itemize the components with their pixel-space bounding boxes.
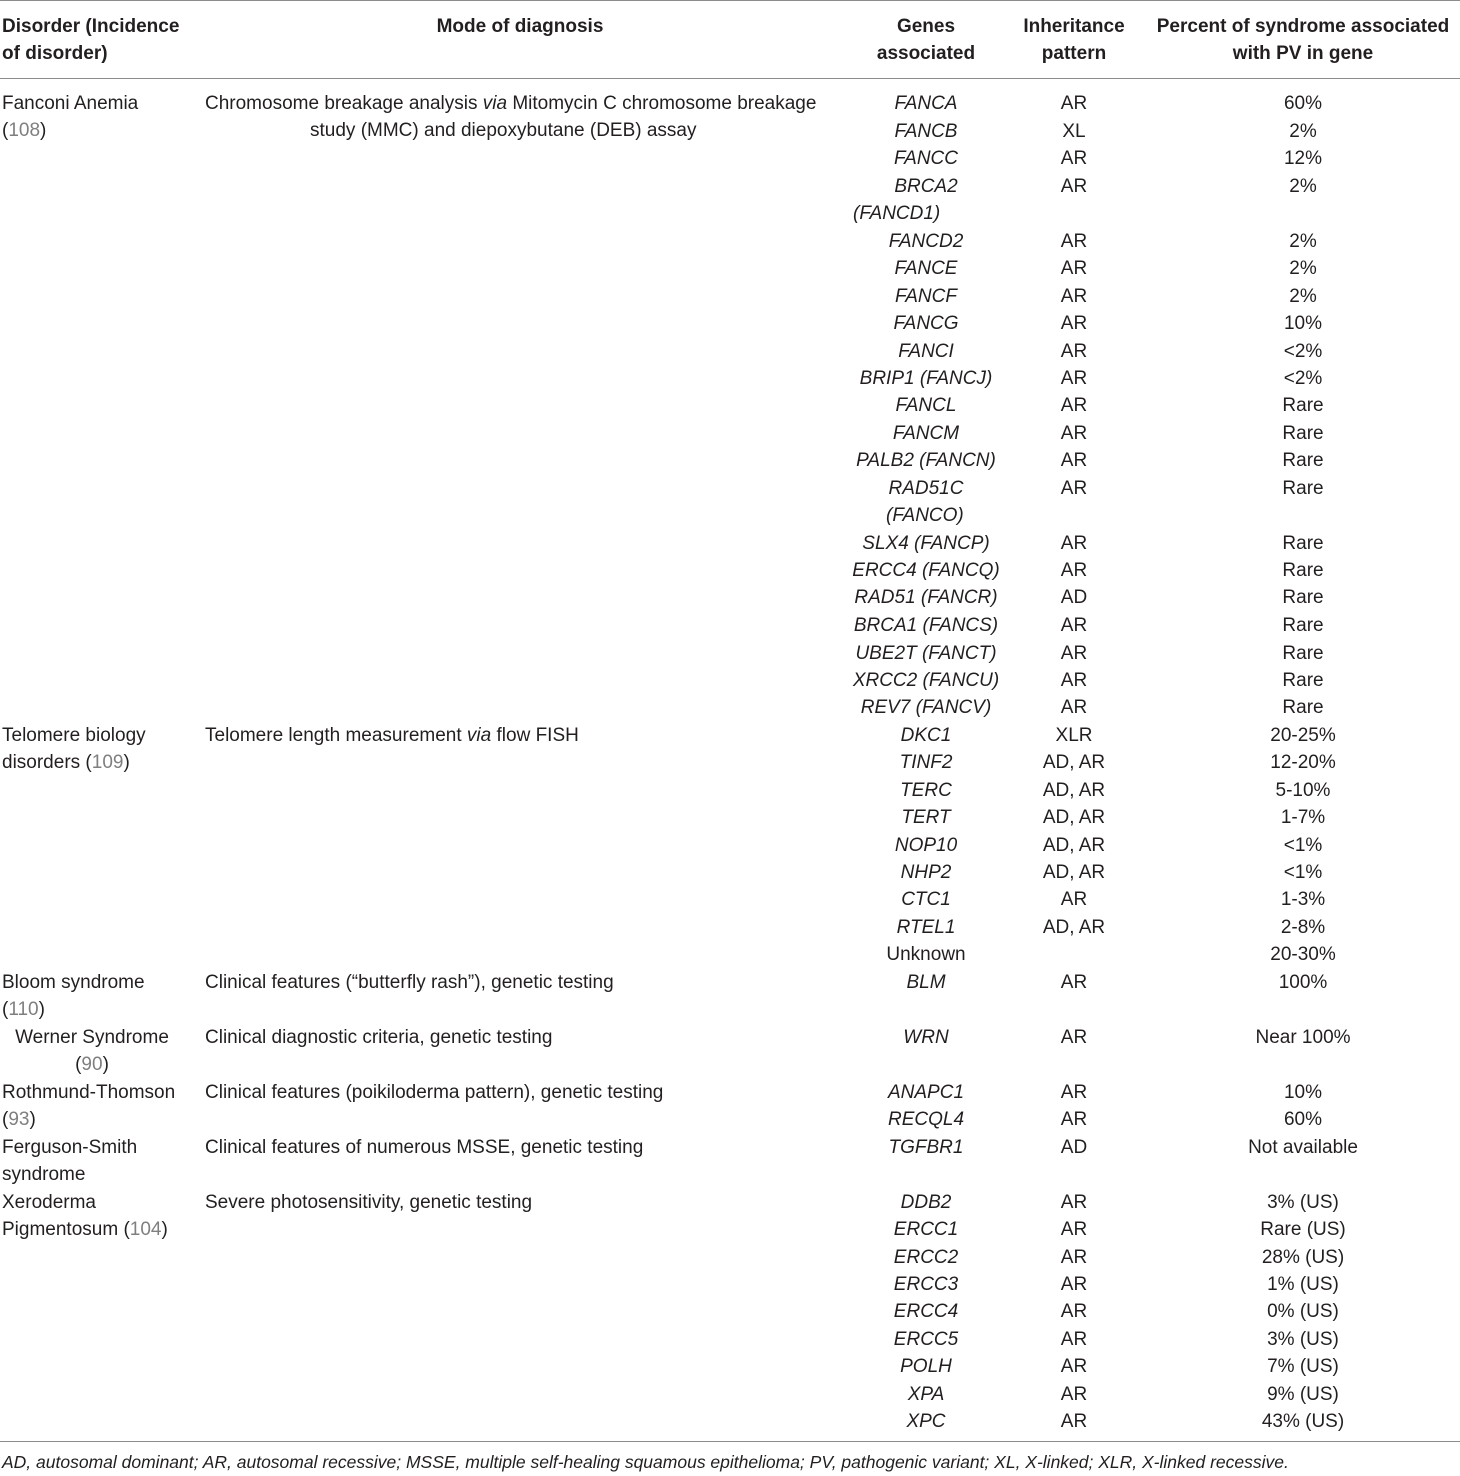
gene-cell: TERT bbox=[901, 807, 951, 828]
gene-cell: FANCB bbox=[894, 121, 958, 142]
header-genes: Genes associated bbox=[876, 16, 976, 64]
inheritance-cell: AR bbox=[1060, 972, 1088, 993]
ref-link[interactable]: 108 bbox=[8, 120, 41, 141]
percent-cell: Rare bbox=[1282, 423, 1324, 444]
disorder-werner: Werner Syndrome (90) bbox=[15, 1027, 169, 1075]
top-rule bbox=[0, 0, 1460, 1]
inheritance-cell: AR bbox=[1060, 1329, 1088, 1350]
percent-cell: Rare bbox=[1282, 615, 1324, 636]
inheritance-cell: AR bbox=[1060, 341, 1088, 362]
percent-cell: Rare (US) bbox=[1260, 1219, 1346, 1240]
inheritance-cell: AD bbox=[1060, 1137, 1088, 1158]
footnote: AD, autosomal dominant; AR, autosomal recessive; MSSE, multiple self-healing squamous epithelioma; PV, pathogenic variant; XL, X-linked; XLR, X-linked recessive. bbox=[2, 1452, 1289, 1472]
percent-cell: 2-8% bbox=[1280, 917, 1326, 938]
mode-werner: Clinical diagnostic criteria, genetic testing bbox=[205, 1027, 553, 1048]
gene-cell: BRCA2 (FANCD1) bbox=[853, 176, 958, 224]
inheritance-cell: AR bbox=[1060, 670, 1088, 691]
gene-cell: TINF2 bbox=[899, 752, 953, 773]
gene-cell: NHP2 bbox=[900, 862, 952, 883]
inheritance-cell: AR bbox=[1060, 423, 1088, 444]
inheritance-cell: AD, AR bbox=[1042, 835, 1106, 856]
disorder-telomere: Telomere biology disorders (109) bbox=[2, 725, 146, 773]
bottom-rule bbox=[0, 1441, 1460, 1442]
percent-cell: Rare bbox=[1282, 395, 1324, 416]
gene-cell: ANAPC1 bbox=[887, 1082, 965, 1103]
gene-cell: RAD51 (FANCR) bbox=[854, 587, 998, 608]
gene-cell: XPC bbox=[906, 1411, 946, 1432]
inheritance-cell: AR bbox=[1060, 1411, 1088, 1432]
percent-cell: 20-25% bbox=[1270, 725, 1336, 746]
percent-cell: 3% (US) bbox=[1267, 1192, 1339, 1213]
mode-ferguson: Clinical features of numerous MSSE, genetic testing bbox=[205, 1137, 644, 1158]
gene-cell: FANCI bbox=[898, 341, 954, 362]
gene-cell: ERCC4 (FANCQ) bbox=[852, 560, 1000, 581]
disorder-xp: Xeroderma Pigmentosum (104) bbox=[2, 1192, 168, 1240]
gene-cell: WRN bbox=[903, 1027, 949, 1048]
gene-cell: SLX4 (FANCP) bbox=[862, 533, 990, 554]
gene-cell: XRCC2 (FANCU) bbox=[852, 670, 1000, 691]
inheritance-cell: AR bbox=[1060, 1384, 1088, 1405]
gene-cell: Unknown bbox=[886, 944, 966, 965]
inheritance-cell: AD, AR bbox=[1042, 780, 1106, 801]
inheritance-cell: AR bbox=[1060, 478, 1088, 499]
percent-cell: 12% bbox=[1283, 148, 1323, 169]
inheritance-cell: AR bbox=[1060, 313, 1088, 334]
header-percent: Percent of syndrome associated with PV in gene bbox=[1156, 16, 1450, 64]
inheritance-cell: AR bbox=[1060, 533, 1088, 554]
percent-cell: 2% bbox=[1289, 231, 1317, 252]
percent-cell: 60% bbox=[1283, 1109, 1323, 1130]
ref-link[interactable]: 109 bbox=[91, 752, 124, 773]
percent-cell: Rare bbox=[1282, 587, 1324, 608]
inheritance-cell: AR bbox=[1060, 1219, 1088, 1240]
percent-cell: 60% bbox=[1283, 93, 1323, 114]
percent-cell: Rare bbox=[1282, 670, 1324, 691]
inheritance-cell: AD, AR bbox=[1042, 752, 1106, 773]
disorder-fanconi: Fanconi Anemia (108) bbox=[2, 93, 139, 141]
inheritance-cell: AR bbox=[1060, 889, 1088, 910]
ref-link[interactable]: 93 bbox=[8, 1109, 30, 1130]
percent-cell: <2% bbox=[1283, 341, 1323, 362]
percent-cell: 12-20% bbox=[1270, 752, 1336, 773]
percent-cell: <1% bbox=[1283, 835, 1323, 856]
inheritance-cell: AR bbox=[1060, 176, 1088, 197]
percent-cell: 2% bbox=[1289, 121, 1317, 142]
gene-cell: DDB2 bbox=[900, 1192, 952, 1213]
gene-cell: UBE2T (FANCT) bbox=[855, 643, 997, 664]
gene-cell: TERC bbox=[900, 780, 952, 801]
percent-cell: 2% bbox=[1289, 258, 1317, 279]
percent-cell: 2% bbox=[1289, 176, 1317, 197]
disorder-ferguson: Ferguson-Smith syndrome bbox=[2, 1137, 138, 1185]
percent-cell: 1-7% bbox=[1280, 807, 1326, 828]
percent-cell: <2% bbox=[1283, 368, 1323, 389]
inheritance-cell: AR bbox=[1060, 231, 1088, 252]
inheritance-cell: AR bbox=[1060, 1027, 1088, 1048]
disorder-rothmund: Rothmund-Thomson (93) bbox=[2, 1082, 176, 1130]
inheritance-cell: AR bbox=[1060, 1356, 1088, 1377]
inheritance-cell: AR bbox=[1060, 1109, 1088, 1130]
gene-cell: FANCM bbox=[892, 423, 960, 444]
gene-cell: BLM bbox=[906, 972, 946, 993]
percent-cell: Not available bbox=[1248, 1137, 1358, 1158]
inheritance-cell: AR bbox=[1060, 560, 1088, 581]
inheritance-cell: AR bbox=[1060, 395, 1088, 416]
inheritance-cell: AR bbox=[1060, 450, 1088, 471]
inheritance-cell: AD, AR bbox=[1042, 807, 1106, 828]
inheritance-cell: XL bbox=[1062, 121, 1086, 142]
inheritance-cell: AR bbox=[1060, 697, 1088, 718]
gene-cell: REV7 (FANCV) bbox=[860, 697, 992, 718]
percent-cell: 0% (US) bbox=[1267, 1301, 1339, 1322]
mode-rothmund: Clinical features (poikiloderma pattern), genetic testing bbox=[205, 1082, 664, 1103]
gene-cell: PALB2 (FANCN) bbox=[856, 450, 996, 471]
gene-cell: ERCC4 bbox=[893, 1301, 959, 1322]
percent-cell: Rare bbox=[1282, 697, 1324, 718]
inheritance-cell: AD, AR bbox=[1042, 862, 1106, 883]
inheritance-cell: AR bbox=[1060, 615, 1088, 636]
gene-cell: RAD51C (FANCO) bbox=[886, 478, 964, 526]
inheritance-cell: AR bbox=[1060, 1301, 1088, 1322]
gene-cell: FANCD2 bbox=[888, 231, 964, 252]
percent-cell: Rare bbox=[1282, 478, 1324, 499]
percent-cell: Rare bbox=[1282, 450, 1324, 471]
gene-cell: BRCA1 (FANCS) bbox=[853, 615, 999, 636]
percent-cell: 100% bbox=[1278, 972, 1328, 993]
gene-cell: CTC1 bbox=[901, 889, 951, 910]
ref-link[interactable]: 90 bbox=[81, 1054, 103, 1075]
inheritance-cell: AR bbox=[1060, 93, 1088, 114]
gene-cell: FANCG bbox=[893, 313, 959, 334]
header-rule bbox=[0, 78, 1460, 79]
gene-cell: FANCF bbox=[895, 286, 957, 307]
gene-cell: ERCC2 bbox=[893, 1247, 959, 1268]
mode-bloom: Clinical features (“butterfly rash”), genetic testing bbox=[205, 972, 614, 993]
gene-cell: ERCC3 bbox=[893, 1274, 959, 1295]
header-mode: Mode of diagnosis bbox=[436, 16, 604, 37]
ref-link[interactable]: 104 bbox=[129, 1219, 162, 1240]
header-disorder: Disorder (Incidence of disorder) bbox=[2, 16, 180, 64]
percent-cell: <1% bbox=[1283, 862, 1323, 883]
inheritance-cell: AR bbox=[1060, 643, 1088, 664]
inheritance-cell: XLR bbox=[1055, 725, 1093, 746]
inheritance-cell: AR bbox=[1060, 368, 1088, 389]
percent-cell: 10% bbox=[1283, 1082, 1323, 1103]
percent-cell: 1% (US) bbox=[1267, 1274, 1339, 1295]
percent-cell: 20-30% bbox=[1270, 944, 1336, 965]
disorder-bloom: Bloom syndrome (110) bbox=[2, 972, 145, 1020]
percent-cell: 9% (US) bbox=[1267, 1384, 1339, 1405]
inheritance-cell: AR bbox=[1060, 1247, 1088, 1268]
gene-cell: RECQL4 bbox=[887, 1109, 965, 1130]
inheritance-cell: AR bbox=[1060, 258, 1088, 279]
inheritance-cell: AR bbox=[1060, 1082, 1088, 1103]
mode-telomere: Telomere length measurement via flow FISH bbox=[205, 725, 579, 746]
percent-cell: Near 100% bbox=[1255, 1027, 1351, 1048]
gene-cell: FANCE bbox=[894, 258, 958, 279]
percent-cell: 5-10% bbox=[1275, 780, 1331, 801]
gene-cell: FANCA bbox=[894, 93, 958, 114]
percent-cell: 28% (US) bbox=[1261, 1247, 1345, 1268]
gene-cell: POLH bbox=[900, 1356, 952, 1377]
inheritance-cell: AD bbox=[1060, 587, 1088, 608]
gene-cell: ERCC1 bbox=[893, 1219, 959, 1240]
ref-link[interactable]: 110 bbox=[8, 999, 39, 1020]
inheritance-cell: AR bbox=[1060, 286, 1088, 307]
percent-cell: 7% (US) bbox=[1267, 1356, 1339, 1377]
gene-cell: NOP10 bbox=[894, 835, 958, 856]
percent-cell: 43% (US) bbox=[1261, 1411, 1345, 1432]
gene-cell: RTEL1 bbox=[896, 917, 956, 938]
mode-xp: Severe photosensitivity, genetic testing bbox=[205, 1192, 533, 1213]
gene-cell: TGFBR1 bbox=[888, 1137, 964, 1158]
percent-cell: Rare bbox=[1282, 643, 1324, 664]
percent-cell: 10% bbox=[1283, 313, 1323, 334]
header-inheritance: Inheritance pattern bbox=[1023, 16, 1125, 64]
gene-cell: DKC1 bbox=[900, 725, 952, 746]
inheritance-cell: AR bbox=[1060, 1192, 1088, 1213]
mode-fanconi: Chromosome breakage analysis via Mitomycin C chromosome breakage study (MMC) and diepoxybutane (DEB) assay bbox=[205, 93, 817, 141]
inheritance-cell: AD, AR bbox=[1042, 917, 1106, 938]
inheritance-cell: AR bbox=[1060, 1274, 1088, 1295]
gene-cell: XPA bbox=[907, 1384, 945, 1405]
percent-cell: Rare bbox=[1282, 533, 1324, 554]
gene-cell: BRIP1 (FANCJ) bbox=[859, 368, 993, 389]
percent-cell: Rare bbox=[1282, 560, 1324, 581]
gene-cell: ERCC5 bbox=[893, 1329, 959, 1350]
gene-cell: FANCL bbox=[895, 395, 957, 416]
gene-cell: FANCC bbox=[893, 148, 959, 169]
percent-cell: 3% (US) bbox=[1267, 1329, 1339, 1350]
inheritance-cell: AR bbox=[1060, 148, 1088, 169]
percent-cell: 1-3% bbox=[1280, 889, 1326, 910]
percent-cell: 2% bbox=[1289, 286, 1317, 307]
